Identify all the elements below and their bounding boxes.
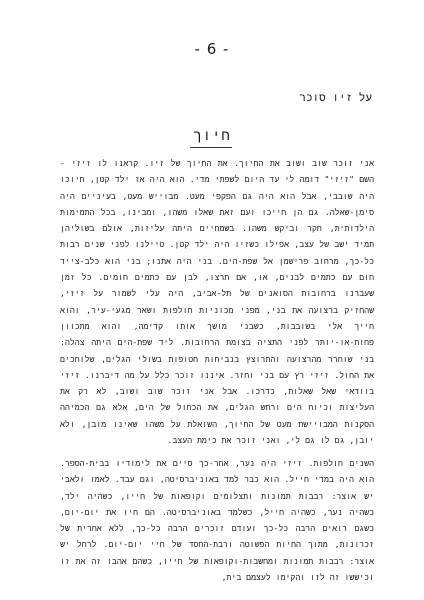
author-line: על זיו סוכר bbox=[299, 91, 372, 104]
paragraph-2: השנים חולפות. זיזי היה נער, אחר-כך סיים את לימודיו בבית-הספר. הוא היה במדי חייל. הוא כבר למד באוניברסיטה, וגם עבד. לאמו ולאבי יש אוצר: רבבות תמונות ותצלומים וקופאות של חייו, כשהיה ילד, כשהיה נער, כשהיה חייל, כשלמד באוניברסיטה. הם חיו את יום-יום, כשגם רואים הרבה כל-כך ועודם זוכרים הרבה כל-כך, ללא אחרית של זכרונות, מתוך החיות הפשוטה ורבת-החסד של חיי יום-יום. לרחל יש אוצר: רבבות תמונות ומחשבות-וקופאות של חייו, כשהם אהבו זה את זו וכיששו זה לזו והקימו לעצמם בית, bbox=[60, 458, 374, 583]
page-title: חיוך bbox=[193, 128, 231, 144]
title-underline bbox=[190, 147, 232, 148]
paragraph-1: אני זוכר שוב ושוב את החיוך. את החיוך של זיו. קראנו לו זיזי - השם "זיזי" דומה לי עד היום לשפתי מדי. הוא היה אז ילד קטן, חיוכו היה שובבי, אבל הוא היה גם הפקפי מעט. מבוייש מעט, בעיניים היה סימן-שאלה. גם הן חייכו ועם זאת שאלו משהו, ומבינו, בכל התמימות הילדותית, חקר וביקש משהו. בשמחיים היתה עליזות, אולם בשוליהן תמיד ישב של עצב, אפילו כשזיו היה ילד קטן. טיילנו לפני שנים רבות כל-כך, מרחוב פרישמן אל שפת-הים. בני היה אתנו; בני הוא כלב-צייד חום עם כתמים לבנים, או, אם תרצו, לבן עם כתמים חומים. כל זמן שעברנו ברחובות הסואנים של תל-אביב, היה עלי לשמור על זיזי, שהחזיק ברצועה את בני, מפני מכוניות חולפות ושאר מגעי-עיר, והוא חייך אלי בשובבות, כשבני מושך אותו קדימה, והוא מתכוון פחות-או-יותר לפני התציה בצומת הרחובות. ליד שפת-הים היתה צהלה: בני שוחרר מהרצועה והתרוצץ בנביחות חטופות בשולי הגלים, שלוחכים את החול. זיזי רץ עם בני וחזר. איננו זוכר כלל על מה דיברנו. זיזי בוודאי שאל שאלות, כדרכו. אבל אני זוכר שוב ושוב, לא רק את העליצות וכיוח הים ורחש הגלים, את הכחול של הים, אלא גם הכמיהה הסקנות המבויישת מעט של החיוך, השואלת על משהו שאינו מובן, ולא יובן, גם לו גם לי, ואני זוכר את כימת העצב. bbox=[60, 158, 374, 446]
page-number: - 6 - bbox=[194, 40, 230, 58]
